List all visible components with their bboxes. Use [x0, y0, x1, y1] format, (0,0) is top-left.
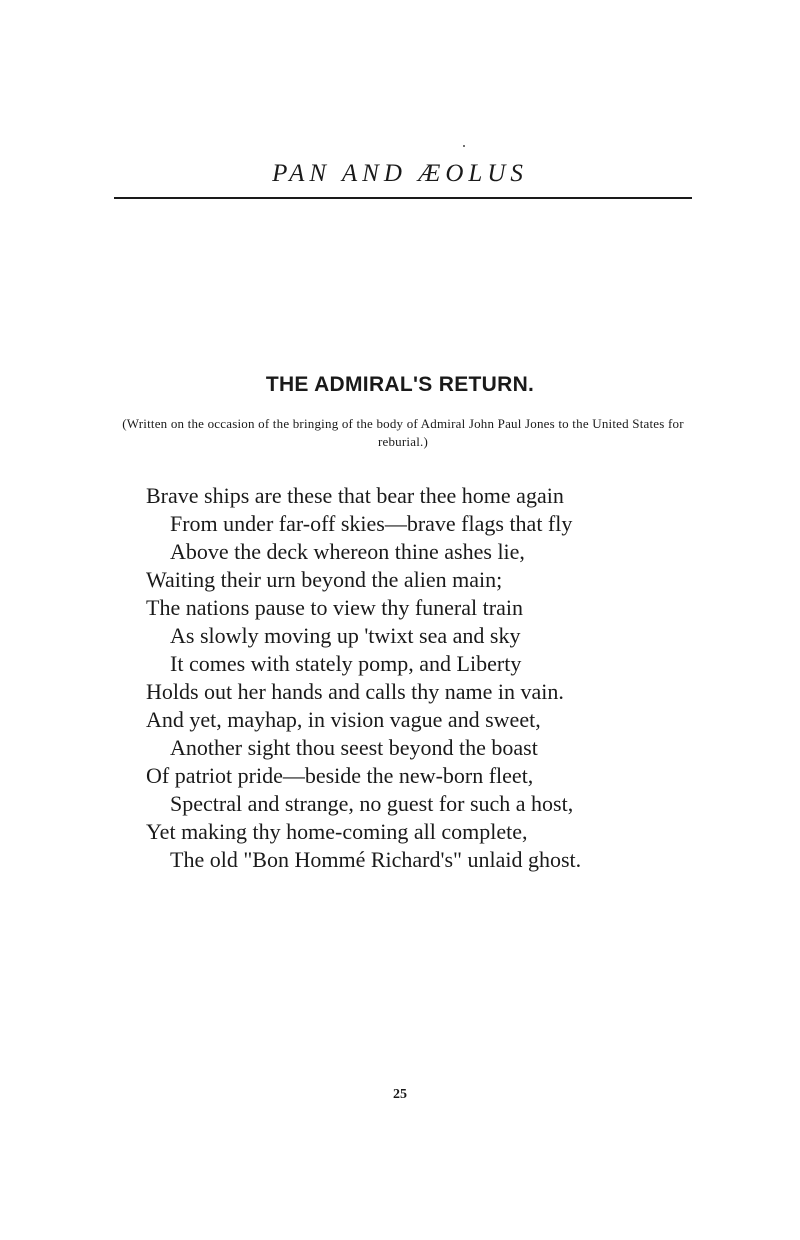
poem-subtitle: (Written on the occasion of the bringing of the body of Admiral John Paul Jones to the United States for reburial.): [122, 416, 684, 449]
poem-line: Spectral and strange, no guest for such a host,: [170, 791, 574, 816]
poem-line: The old "Bon Hommé Richard's" unlaid ghost.: [170, 847, 582, 872]
poem-line: Another sight thou seest beyond the boast: [170, 735, 538, 760]
poem-line: Yet making thy home-coming all complete,: [146, 819, 528, 844]
header-rule: [114, 197, 692, 199]
poem-line: And yet, mayhap, in vision vague and sweet,: [146, 707, 541, 732]
poem-line: Brave ships are these that bear thee home again: [146, 483, 564, 508]
poem-line: Waiting their urn beyond the alien main;: [146, 567, 503, 592]
poem-line: The nations pause to view thy funeral train: [146, 595, 523, 620]
running-head: PAN AND ÆOLUS: [272, 160, 528, 187]
poem-line: Above the deck whereon thine ashes lie,: [170, 539, 525, 564]
page-number: 25: [393, 1087, 407, 1102]
poem-line: Holds out her hands and calls thy name in vain.: [146, 679, 564, 704]
poem-line: Of patriot pride—beside the new-born fleet,: [146, 763, 534, 788]
poem-title: THE ADMIRAL'S RETURN.: [265, 373, 535, 396]
poem-line: As slowly moving up 'twixt sea and sky: [170, 623, 521, 648]
poem-line: From under far-off skies—brave flags that fly: [170, 511, 573, 536]
poem-body: [146, 482, 726, 874]
poem-line: It comes with stately pomp, and Liberty: [170, 651, 522, 676]
print-speck: [463, 145, 465, 147]
